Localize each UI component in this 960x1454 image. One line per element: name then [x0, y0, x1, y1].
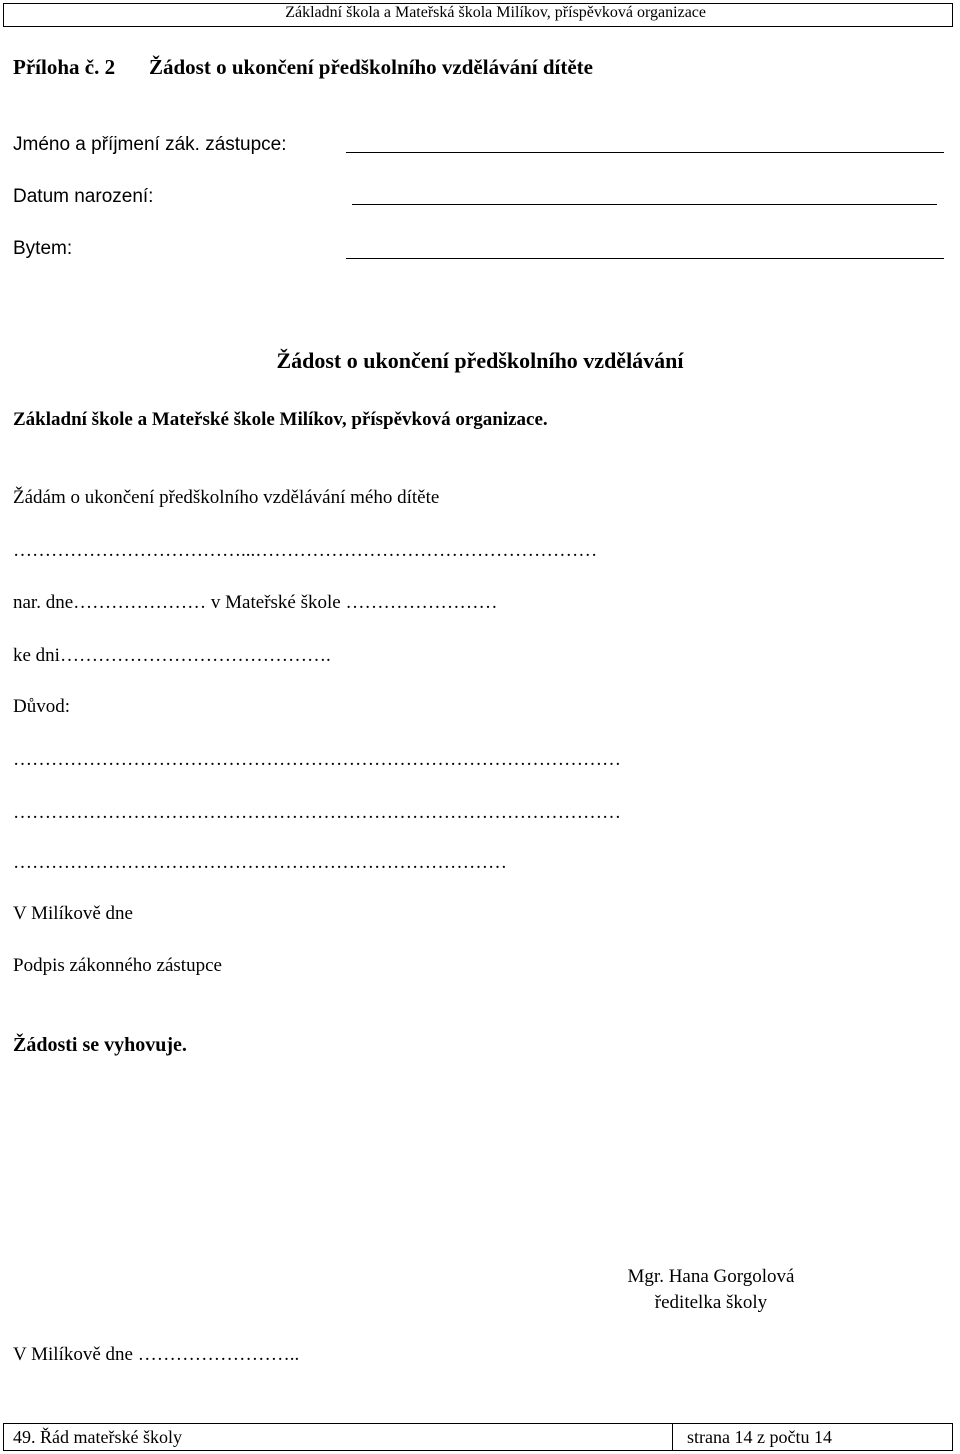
footer-document-title: 49. Řád mateřské školy — [13, 1427, 182, 1447]
decision-text: Žádosti se vyhovuje. — [13, 1034, 187, 1056]
footer-divider — [672, 1423, 673, 1451]
director-signature — [590, 1264, 832, 1316]
attachment-title — [13, 55, 593, 80]
born-prefix: nar. dne — [13, 592, 74, 613]
request-text: Žádám o ukončení předškolního vzdělávání mého dítěte — [13, 487, 440, 508]
birth-date-line[interactable] — [352, 204, 937, 205]
reason-line-2[interactable]: …………………………………………………………………………………… — [13, 802, 621, 823]
school-blank[interactable]: …………………… — [345, 592, 498, 613]
guardian-signature-label: Podpis zákonného zástupce — [13, 955, 222, 976]
reason-label: Důvod: — [13, 696, 70, 717]
guardian-name-line[interactable] — [346, 152, 944, 153]
addressee: Základní škole a Mateřské škole Milíkov, příspěvková organizace. — [13, 409, 548, 430]
birth-school-line — [13, 592, 497, 614]
born-date-blank[interactable]: ………………… — [73, 592, 207, 613]
director-name: Mgr. Hana Gorgolová — [627, 1266, 795, 1287]
guardian-name-label: Jméno a příjmení zák. zástupce: — [13, 134, 287, 155]
residence-line[interactable] — [346, 258, 944, 259]
director-role: ředitelka školy — [654, 1292, 768, 1313]
attachment-label: Příloha č. 2 — [13, 55, 116, 79]
place-date-text: V Milíkově dne — [13, 903, 133, 924]
reason-line-1[interactable]: …………………………………………………………………………………… — [13, 749, 621, 770]
end-date-prefix: ke dni — [13, 645, 60, 666]
residence-label: Bytem: — [13, 238, 73, 259]
closing-date-blank[interactable]: …………………….. — [137, 1344, 300, 1365]
footer-page-number: strana 14 z počtu 14 — [687, 1427, 832, 1447]
child-name-line[interactable]: ………………………………...……………………………………………… — [13, 540, 598, 561]
reason-line-3[interactable]: …………………………………………………………………… — [13, 852, 507, 873]
header-school-name: Základní škola a Mateřská škola Milíkov, příspěvková organizace — [285, 4, 706, 21]
end-date-blank[interactable]: ……………………………………. — [59, 645, 331, 666]
end-date-line — [13, 645, 331, 667]
birth-date-label: Datum narození: — [13, 186, 154, 207]
form-heading: Žádost o ukončení předškolního vzdělávání — [276, 348, 684, 373]
closing-place-prefix: V Milíkově dne — [13, 1344, 133, 1365]
attachment-title-text: Žádost o ukončení předškolního vzdělávání dítěte — [149, 55, 593, 79]
school-prefix: v Mateřské škole — [210, 592, 341, 613]
closing-place-date — [13, 1344, 299, 1366]
